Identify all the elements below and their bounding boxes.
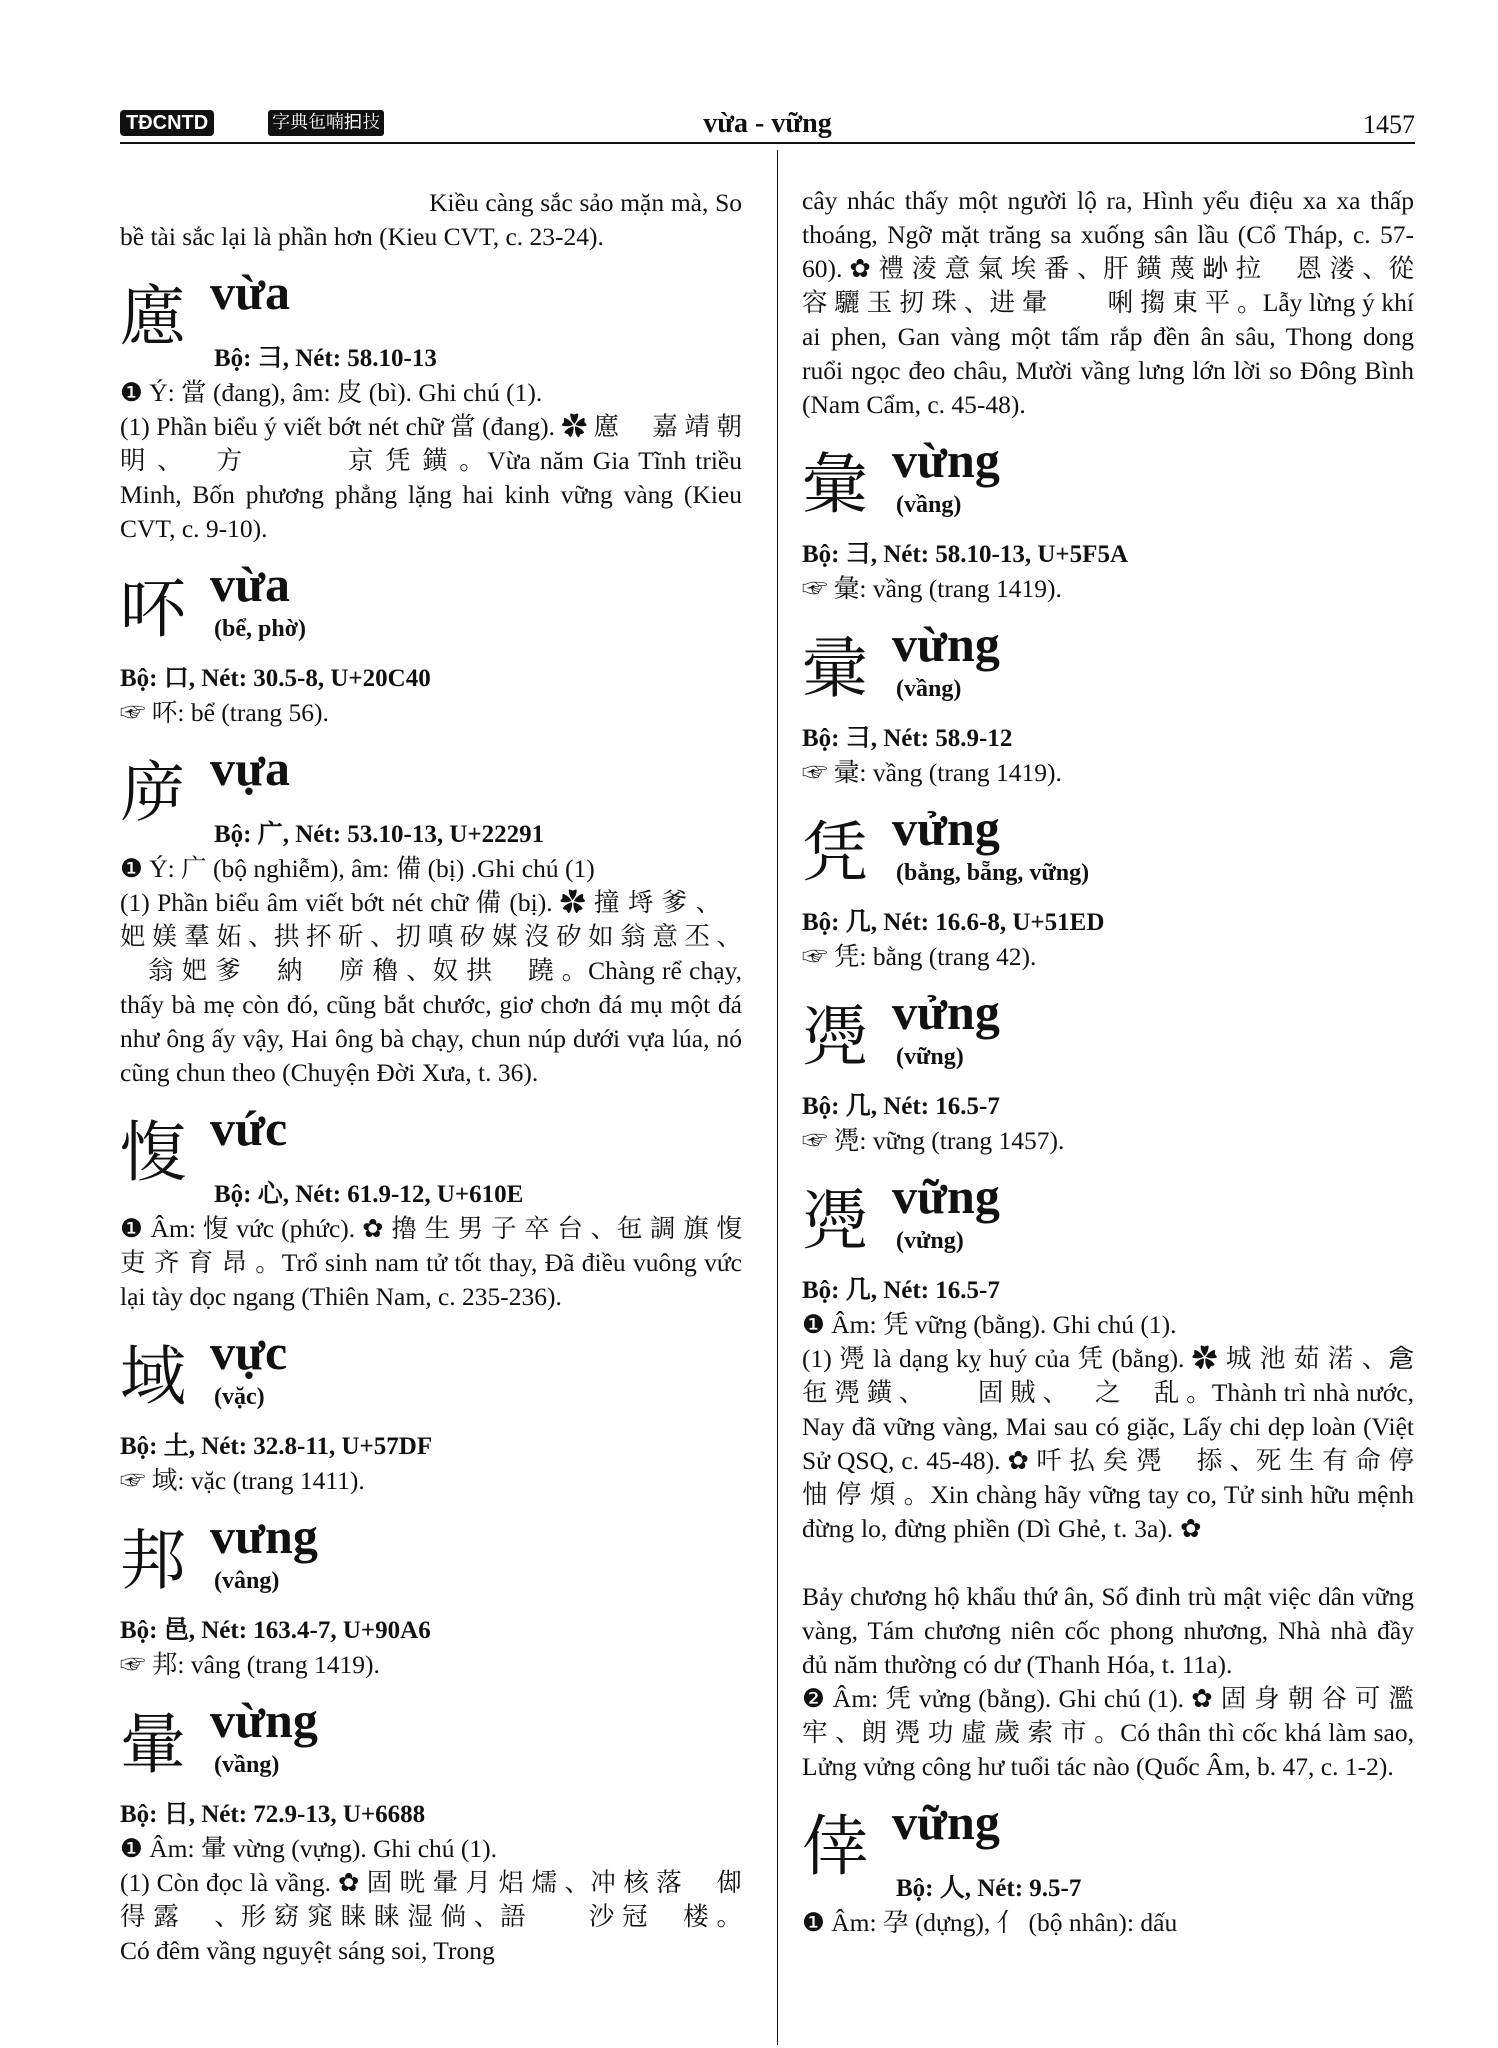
entry-character: 凴	[802, 1182, 868, 1259]
entry-vung-1	[120, 1508, 742, 1682]
entry-headword: vực	[210, 1324, 288, 1380]
entry-vung-2	[120, 1692, 742, 1968]
entry-line: (1) Còn đọc là vầng. ✿ 固 晄 暈 月 焒 燸 、冲 核 落 𧡊 㑢 得 露 𩆲 、形 窈 窕 睐 睐 湿 倘 、語 𠄳 𦢳 沙 冠 𨞺 楼 。Có đêm vầng nguyệt sáng soi, Trong	[120, 1868, 742, 1965]
entry-headword: vững	[892, 1794, 1000, 1850]
entry-meta: Bộ: 日, Nét: 72.9-13, U+6688	[120, 1801, 426, 1828]
left-column	[120, 186, 742, 1968]
entry-line: ☞ 凴: vững (trang 1457).	[802, 1126, 1065, 1155]
entry-line: ❶ Âm: 孕 (dựng), 亻 (bộ nhân): dấu	[802, 1908, 1178, 1937]
entry-vung-6	[802, 984, 1414, 1158]
entry-headword: vững	[892, 1168, 1000, 1224]
entry-line: (1) Phần biểu âm viết bớt nét chữ 備 (bị). ✿ 撞 埓 爹 、𧡊 妑 媄 羣 妬 、拱 抔 斫 、㧅 嗔 矽 媒 沒 矽 如 翁 意 丕 、𠄩 翁 妑 爹 𡏧 納 𣳔 㡿 穭 、奴 拱 𡏧 蹺 。Chàng rể chạy, thấy bà mẹ còn đó, cũng bắt chước, giơ chơn đá mụ một đá như ông ấy vậy, Hai ông bà chạy, chun núp dưới vựa lúa, nó cũng chun theo (Chuyện Đời Xưa, t. 36).	[120, 888, 742, 1087]
entry-headword: vừa	[210, 556, 291, 612]
entry-vung-4	[802, 616, 1414, 790]
entry-vung-8	[802, 1794, 1414, 1940]
entry-meta: Bộ: 人, Nét: 9.5-7	[896, 1875, 1082, 1902]
entry-line: ❶ Âm: 愎 vức (phức). ✿ 擼 生 男 子 卒 台 、㐌 調 旗 愎 吏 齐 育 昂 。Trổ sinh nam tử tốt thay, Đã điều vuông vức lại tày dọc ngang (Thiên Nam, c. 235-236).	[120, 1214, 742, 1311]
entry-meta: Bộ: 几, Nét: 16.5-7	[802, 1277, 1000, 1304]
continued-paragraph: 𩛂 麋 、搊 㨂 才 色 吏 畀 份 𡎦 。Kiều càng sắc sảo mặn mà, So bề tài sắc lại là phần hơn (Kieu CVT, c. 23-24).	[120, 188, 742, 251]
entry-line: ❶ Âm: 凭 vững (bằng). Ghi chú (1).	[802, 1310, 1177, 1339]
entry-character: 彚	[802, 630, 868, 707]
entry-character: 愎	[120, 1114, 186, 1191]
entry-headword: vửng	[892, 800, 1000, 856]
entry-line: ❶ Ý: 广 (bộ nghiễm), âm: 備 (bị) .Ghi chú (1)	[120, 854, 595, 883]
entry-meta: Bộ: 邑, Nét: 163.4-7, U+90A6	[120, 1617, 431, 1644]
continued-paragraph: cây nhác thấy một người lộ ra, Hình yểu điệu xa xa thấp thoáng, Ngỡ mặt trăng sa xuống sân lầu (Cổ Tháp, c. 57-60). ✿ 禮 淩 意 氣 埃 番 、肝 鐄 蔑 𡭧 拉 𨆢 恩 溇 、從 容 驪 玉 扨 珠 、进 暈 𨈒 𠳚 唎 搊 東 平 。Lẫy lừng ý khí ai phen, Gan vàng một tấm rắp đền ân sâu, Thong dong ruổi ngọc đeo châu, Mười vầng lưng lớn lời so Đông Bình (Nam Cẩm, c. 45-48).	[802, 186, 1414, 419]
page-number: 1457	[1363, 110, 1415, 139]
entry-headword: vừng	[892, 616, 1000, 672]
dictionary-badge: TĐCNTD	[120, 110, 214, 136]
entry-vuc-2	[120, 1324, 742, 1498]
entry-meta: Bộ: 心, Nét: 61.9-12, U+610E	[214, 1181, 524, 1208]
entry-character: 域	[120, 1338, 186, 1415]
entry-variant: (vững)	[896, 1044, 964, 1070]
entry-vua-2	[120, 556, 742, 730]
entry-line: ☞ 彙: vầng (trang 1419).	[802, 574, 1062, 603]
entry-variant: (bể, phờ)	[214, 616, 306, 642]
entry-headword: vựa	[210, 740, 291, 796]
entry-meta: Bộ: 广, Nét: 53.10-13, U+22291	[214, 821, 545, 848]
right-column	[802, 184, 1414, 1940]
entry-character: 暈	[120, 1706, 186, 1783]
entry-character: 凴	[802, 998, 868, 1075]
entry-vua-3	[120, 740, 742, 1090]
entry-variant: (vặc)	[214, 1384, 265, 1410]
column-divider	[777, 150, 778, 2045]
entry-headword: vưng	[210, 1508, 318, 1564]
entry-variant: (vầng)	[214, 1752, 280, 1778]
entry-headword: vừng	[892, 432, 1000, 488]
entry-line: (1) 凴 là dạng kỵ huý của 凭 (bằng). ✿ 城 池 茹 渃 、𠉞 㐌 凴 鐄 、𡢐 𡳳 固 賊 、𢬣 之 𢱜 乱 。Thành trì nhà nước, Nay đã vững vàng, Mai sau có giặc, Lấy chi dẹp loàn (Việt Sử QSQ, c. 45-48). ✿ 吀 払 矣 凴 𢯏 掭 、死 生 有 命 停 怞 停 煩 。Xin chàng hãy vững tay co, Tử sinh hữu mệnh đừng lo, đừng phiền (Dì Ghẻ, t. 3a). ✿ 𤤰 章 戶 口 庶 殷 、數 丁 稠 密 役 民 凴 鐄 、𠔭 章 年 穀 豊 穰 、茹 茹 苫 𧀒 𡗶 常 固 餘 。Bảy chương hộ khẩu thứ ân, Số đinh trù mật việc dân vững vàng, Tám chương niên cốc phong nhương, Nhà nhà đầy đủ năm thường có dư (Thanh Hóa, t. 11a).	[802, 1344, 1414, 1679]
entry-variant: (vầng)	[896, 492, 962, 518]
entry-headword: vức	[210, 1100, 288, 1156]
running-title: vừa - vững	[703, 108, 832, 139]
entry-character: 邦	[120, 1522, 186, 1599]
entry-meta: Bộ: 几, Nét: 16.6-8, U+51ED	[802, 909, 1105, 936]
entry-vung-7	[802, 1168, 1414, 1784]
entry-vung-5	[802, 800, 1414, 974]
entry-variant: (bằng, bẵng, vững)	[896, 860, 1090, 886]
entry-headword: vửng	[892, 984, 1000, 1040]
entry-meta: Bộ: 彐, Nét: 58.10-13, U+5F5A	[802, 541, 1129, 568]
entry-character: 㡿	[120, 754, 186, 831]
entry-vung-3	[802, 432, 1414, 606]
entry-meta: Bộ: 彐, Nét: 58.10-13	[214, 345, 437, 372]
entry-character: 彙	[802, 446, 868, 523]
entry-character: 吥	[120, 570, 186, 647]
entry-line: ☞ 凭: bằng (trang 42).	[802, 942, 1037, 971]
page-header	[120, 108, 1415, 144]
entry-vuc-1	[120, 1100, 742, 1314]
nom-title-badge: 字典㐌喃𢪏𢪊	[268, 110, 384, 136]
entry-character: 㢜	[120, 278, 186, 355]
entry-line: ☞ 邦: vâng (trang 1419).	[120, 1650, 380, 1679]
entry-line: ☞ 域: vặc (trang 1411).	[120, 1466, 365, 1495]
entry-line: (1) Phần biểu ý viết bớt nét chữ 當 (đang). ✿ 㢜 𡗶 嘉 靖 朝 明 、𦊚 方 𢩮 𣷷 𠄩 京 凭 鐄 。Vừa năm Gia Tĩnh triều Minh, Bốn phương phẳng lặng hai kinh vững vàng (Kieu CVT, c. 9-10).	[120, 412, 742, 543]
entry-variant: (vửng)	[896, 1228, 964, 1254]
entry-meta: Bộ: 彐, Nét: 58.9-12	[802, 725, 1013, 752]
entry-line: ☞ 吥: bể (trang 56).	[120, 698, 329, 727]
entry-variant: (vâng)	[214, 1568, 280, 1594]
entry-headword: vừa	[210, 264, 291, 320]
entry-line: ❷ Âm: 凭 vửng (bằng). Ghi chú (1). ✿ 固 身 朝 谷 可 濫 牢 、朗 凴 功 虛 歲 索 市 。Có thân thì cốc khá làm sao, Lửng vửng công hư tuổi tác nào (Quốc Âm, b. 47, c. 1-2).	[802, 1684, 1414, 1781]
entry-vua-1	[120, 264, 742, 546]
entry-meta: Bộ: 口, Nét: 30.5-8, U+20C40	[120, 665, 431, 692]
entry-meta: Bộ: 几, Nét: 16.5-7	[802, 1093, 1000, 1120]
entry-headword: vừng	[210, 1692, 318, 1748]
entry-line: ❶ Ý: 當 (đang), âm: 皮 (bì). Ghi chú (1).	[120, 378, 543, 407]
entry-variant: (vầng)	[896, 676, 962, 702]
entry-character: 倖	[802, 1808, 868, 1885]
entry-meta: Bộ: 土, Nét: 32.8-11, U+57DF	[120, 1433, 433, 1460]
entry-line: ☞ 彚: vầng (trang 1419).	[802, 758, 1062, 787]
entry-character: 凭	[802, 814, 868, 891]
entry-line: ❶ Âm: 暈 vừng (vựng). Ghi chú (1).	[120, 1834, 497, 1863]
